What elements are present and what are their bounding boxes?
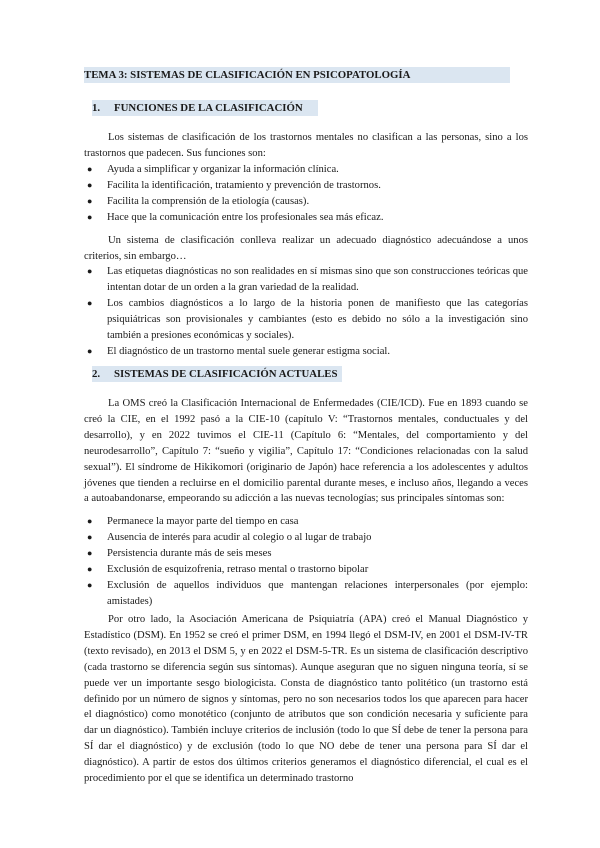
bullet-icon: ● — [87, 531, 93, 542]
section-1-number: 1. — [92, 102, 101, 114]
symptom-item — [84, 530, 528, 546]
bullet-icon: ● — [87, 266, 93, 276]
caveat-item — [84, 264, 528, 296]
bullet-icon: ● — [87, 297, 93, 308]
bullet-icon: ● — [87, 164, 93, 174]
section-2-title: SISTEMAS DE CLASIFICACIÓN ACTUALES — [114, 368, 338, 380]
section-2-para-2 — [84, 612, 528, 787]
bullet-icon: ● — [87, 179, 93, 190]
bullet-icon: ● — [87, 563, 93, 574]
caveats-list — [84, 264, 528, 359]
function-item-text: Facilita la identificación, tratamiento y prevención de trastornos. — [107, 179, 381, 191]
section-1-heading — [92, 100, 318, 116]
bullet-icon: ● — [87, 516, 93, 526]
caveat-item-text: Las etiquetas diagnósticas no son realidades en sí mismas sino que son construcciones teóricas que intentan dotar de un orden a la gran variedad de la realidad. — [107, 266, 528, 293]
symptom-item — [84, 514, 528, 530]
symptom-item — [84, 546, 528, 562]
function-item — [84, 194, 528, 210]
section-2-number: 2. — [92, 368, 101, 380]
section-2-para-1 — [84, 396, 528, 507]
symptom-item-text: Exclusión de aquellos individuos que mantengan relaciones interpersonales (por ejemplo: amistades) — [107, 579, 528, 607]
section-2-heading — [92, 366, 342, 382]
bullet-icon: ● — [87, 211, 93, 222]
function-item — [84, 210, 528, 226]
bullet-icon: ● — [87, 195, 93, 206]
bullet-icon: ● — [87, 547, 93, 558]
section-1-para-2 — [84, 233, 528, 265]
section-1-para-2-text: Un sistema de clasificación conlleva realizar un adecuado diagnóstico adecuándose a unos criterios, sin embargo… — [84, 235, 528, 262]
symptom-item-text: Exclusión de esquizofrenia, retraso mental o trastorno bipolar — [107, 563, 369, 575]
section-1-intro-text: Los sistemas de clasificación de los trastornos mentales no clasifican a las personas, sino a los trastornos que padecen. Sus funciones son: — [84, 132, 528, 159]
symptom-item — [84, 562, 528, 578]
caveat-item-text: Los cambios diagnósticos a lo largo de la historia ponen de manifiesto que las categorías psiquiátricas son provisionales y cambiantes (esto es debido no sólo a la investigación sino también a presiones económicas y sociales). — [107, 297, 528, 341]
symptom-item-text: Permanece la mayor parte del tiempo en casa — [107, 516, 299, 527]
caveat-item-text: El diagnóstico de un trastorno mental suele generar estigma social. — [107, 345, 391, 357]
function-item — [84, 162, 528, 178]
symptoms-list — [84, 514, 528, 609]
bullet-icon: ● — [87, 579, 93, 590]
function-item — [84, 178, 528, 194]
caveat-item — [84, 296, 528, 344]
section-2-para-2-text: Por otro lado, la Asociación Americana de Psiquiatría (APA) creó el Manual Diagnóstico y Estadístico (DSM). En 1952 se creó el primer DSM, en 1994 llegó el DSM-IV, en 2001 el DSM-IV-TR (texto revisado), en 2013 el DSM 5, y en 2022 el DSM-5-TR. Es un sistema de clasificación descriptivo (cada trastorno se diferencia según sus síntomas). Aunque aseguran que no siguen ninguna teoría, sí se puede ver un importante sesgo biologicista. Consta de diagnóstico tanto politético (un trastorno está definido por un número de signos y síntomas, pero no son necesarios todos los que aparecen para hacer el diagnóstico) como monotético (conjunto de atributos que son condición necesaria y suficiente para dar un diagnóstico). También incluye criterios de inclusión (todo lo que SÍ debe de tener la persona para SÍ dar el diagnóstico) y de exclusión (todo lo que NO debe de tener una persona para SÍ dar el diagnóstico). A partir de estos dos últimos criterios generamos el diagnóstico diferencial, el cual es el procedimiento por el que se identifica un determinado trastorno — [84, 614, 528, 785]
section-1-intro — [84, 130, 528, 162]
symptom-item — [84, 578, 528, 610]
page-title: TEMA 3: SISTEMAS DE CLASIFICACIÓN EN PSICOPATOLOGÍA — [84, 67, 510, 83]
bullet-icon: ● — [87, 345, 93, 356]
functions-list — [84, 162, 528, 226]
section-1-title: FUNCIONES DE LA CLASIFICACIÓN — [114, 102, 303, 114]
symptom-item-text: Persistencia durante más de seis meses — [107, 547, 272, 559]
section-2-para-1-text: La OMS creó la Clasificación Internacional de Enfermedades (CIE/ICD). Fue en 1893 cuando se creó la CIE, en el 1992 pasó a la CIE-10 (capítulo V: “Trastornos mentales, conductuales y del desarrollo), y en 2022 tuvimos el CIE-11 (Capítulo 6: “Mentales, del comportamiento y del neurodesarrollo”, Capítulo 7: “sueño y vigilia”, Capítulo 17: “Condiciones relacionadas con la salud sexual”). El síndrome de Hikikomori (originario de Japón) hace referencia a los adolescentes y adultos jóvenes que tienden a recluirse en el domicilio parental durante meses, e incluso años, llegando a veces a autoabandonarse, empeorando su adicción a las nuevas tecnologías; sus principales síntomas son: — [84, 398, 528, 505]
function-item-text: Hace que la comunicación entre los profesionales sea más eficaz. — [107, 211, 384, 223]
function-item-text: Facilita la comprensión de la etiología (causas). — [107, 195, 310, 207]
caveat-item — [84, 344, 528, 360]
function-item-text: Ayuda a simplificar y organizar la información clínica. — [107, 164, 339, 175]
symptom-item-text: Ausencia de interés para acudir al colegio o al lugar de trabajo — [107, 531, 372, 543]
